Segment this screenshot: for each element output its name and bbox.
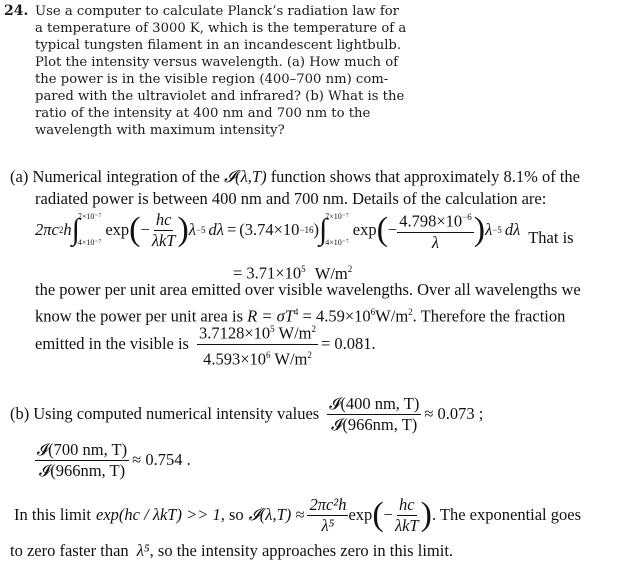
integral-sign: ∫ xyxy=(319,213,328,246)
part-b-line1: (b) Using computed numerical intensity values $\frac{\text{𝓘(400 nm, T)}}{\text{𝓘(966nm, T)}}$ ≈ 0.073 ; xyxy=(10,393,484,434)
problem-line: Plot the intensity versus wavelength. (a) How much of xyxy=(35,55,399,70)
part-c-line1: In this limit exp(hc / λkT) >> 1 , so 𝓘(λ,T) ≈ $\frac{\text{2πc²h}}{\text{λ⁵}}$ exp ( − $\frac{hc}{\text{λkT}}$ ) . The exponential goes xyxy=(14,494,582,535)
problem-line: ratio of the intensity at 400 nm and 700 nm to the xyxy=(35,106,371,121)
part-b-line2: $\frac{\text{𝓘(700 nm, T)}}{\text{𝓘(966nm, T)}}$ ≈ 0.754 . xyxy=(37,439,191,480)
problem-line: the power is in the visible region (400–700 nm) com- xyxy=(35,72,389,87)
part-a-label: (a) xyxy=(10,167,29,186)
problem-line: Use a computer to calculate Planck’s radiation law for xyxy=(35,4,399,19)
problem-line: wavelength with maximum intensity? xyxy=(35,123,285,138)
part-a-line3: the power per unit area emitted over visible wavelengths. Over all wavelengths we xyxy=(35,280,581,299)
part-a-line2: radiated power is between 400 nm and 700 nm. Details of the calculation are: xyxy=(35,189,547,208)
fraction: $\frac{4.798\times 10^{-6}}{\lambda}$ xyxy=(397,207,474,253)
problem-line: a temperature of 3000 K, which is the temperature of a xyxy=(35,21,407,36)
integral-equation: 2πc 2 h ∫ 7×10⁻⁷ 4×10⁻⁷ exp ( − $\frac{hc}{\text{λkT}}$ ) λ −5 dλ = (3.74×10 −16 ) ∫ 7×10⁻⁷ 4×10⁻⁷ exp ( − $\frac{4.798\times 10^{-6}}{\lambda}$ ) λ −5 dλ That is xyxy=(35,208,574,252)
integral-result: = $3.71\times 10^5$ $W/m^2$ xyxy=(233,263,353,283)
fraction: $\frac{hc}{\text{λkT}}$ xyxy=(394,494,419,535)
problem-line: typical tungsten filament in an incandescent lightbulb. xyxy=(35,38,402,53)
integral-sign: ∫ xyxy=(71,213,80,246)
fraction: $\frac{3.7128\times 10^5 W/m^2}{4.593\times 10^6 W/m^2}$ xyxy=(197,319,318,369)
fraction: $\frac{\text{𝓘(400 nm, T)}}{\text{𝓘(966nm, T)}}$ xyxy=(329,393,420,434)
problem-line: pared with the ultraviolet and infrared? (b) What is the xyxy=(35,89,405,104)
part-a-line4: know the power per unit area is $R = \sigma T^4 = 4.59\times 10^6W/m^2$. Therefore the fraction xyxy=(35,306,566,326)
fraction: $\frac{\text{𝓘(700 nm, T)}}{\text{𝓘(966nm, T)}}$ xyxy=(37,439,128,480)
fraction: $\frac{hc}{\text{λkT}}$ xyxy=(151,209,176,250)
part-a-line5: emitted in the visible is $\frac{3.7128\times 10^5 W/m^2}{4.593\times 10^6 W/m^2}$ = 0.081. xyxy=(35,322,376,366)
part-a-line1: (a) Numerical integration of the 𝓘(λ,T) function shows that approximately 8.1% of the xyxy=(10,167,580,186)
fraction: $\frac{\text{2πc²h}}{\text{λ⁵}}$ xyxy=(309,494,347,535)
intensity-function: 𝓘(λ,T) xyxy=(223,167,267,186)
part-c-line2: to zero faster than λ⁵, so the intensity approaches zero in this limit. xyxy=(10,541,454,560)
part-b-label: (b) xyxy=(10,404,30,423)
problem-number: 24. xyxy=(4,3,29,19)
